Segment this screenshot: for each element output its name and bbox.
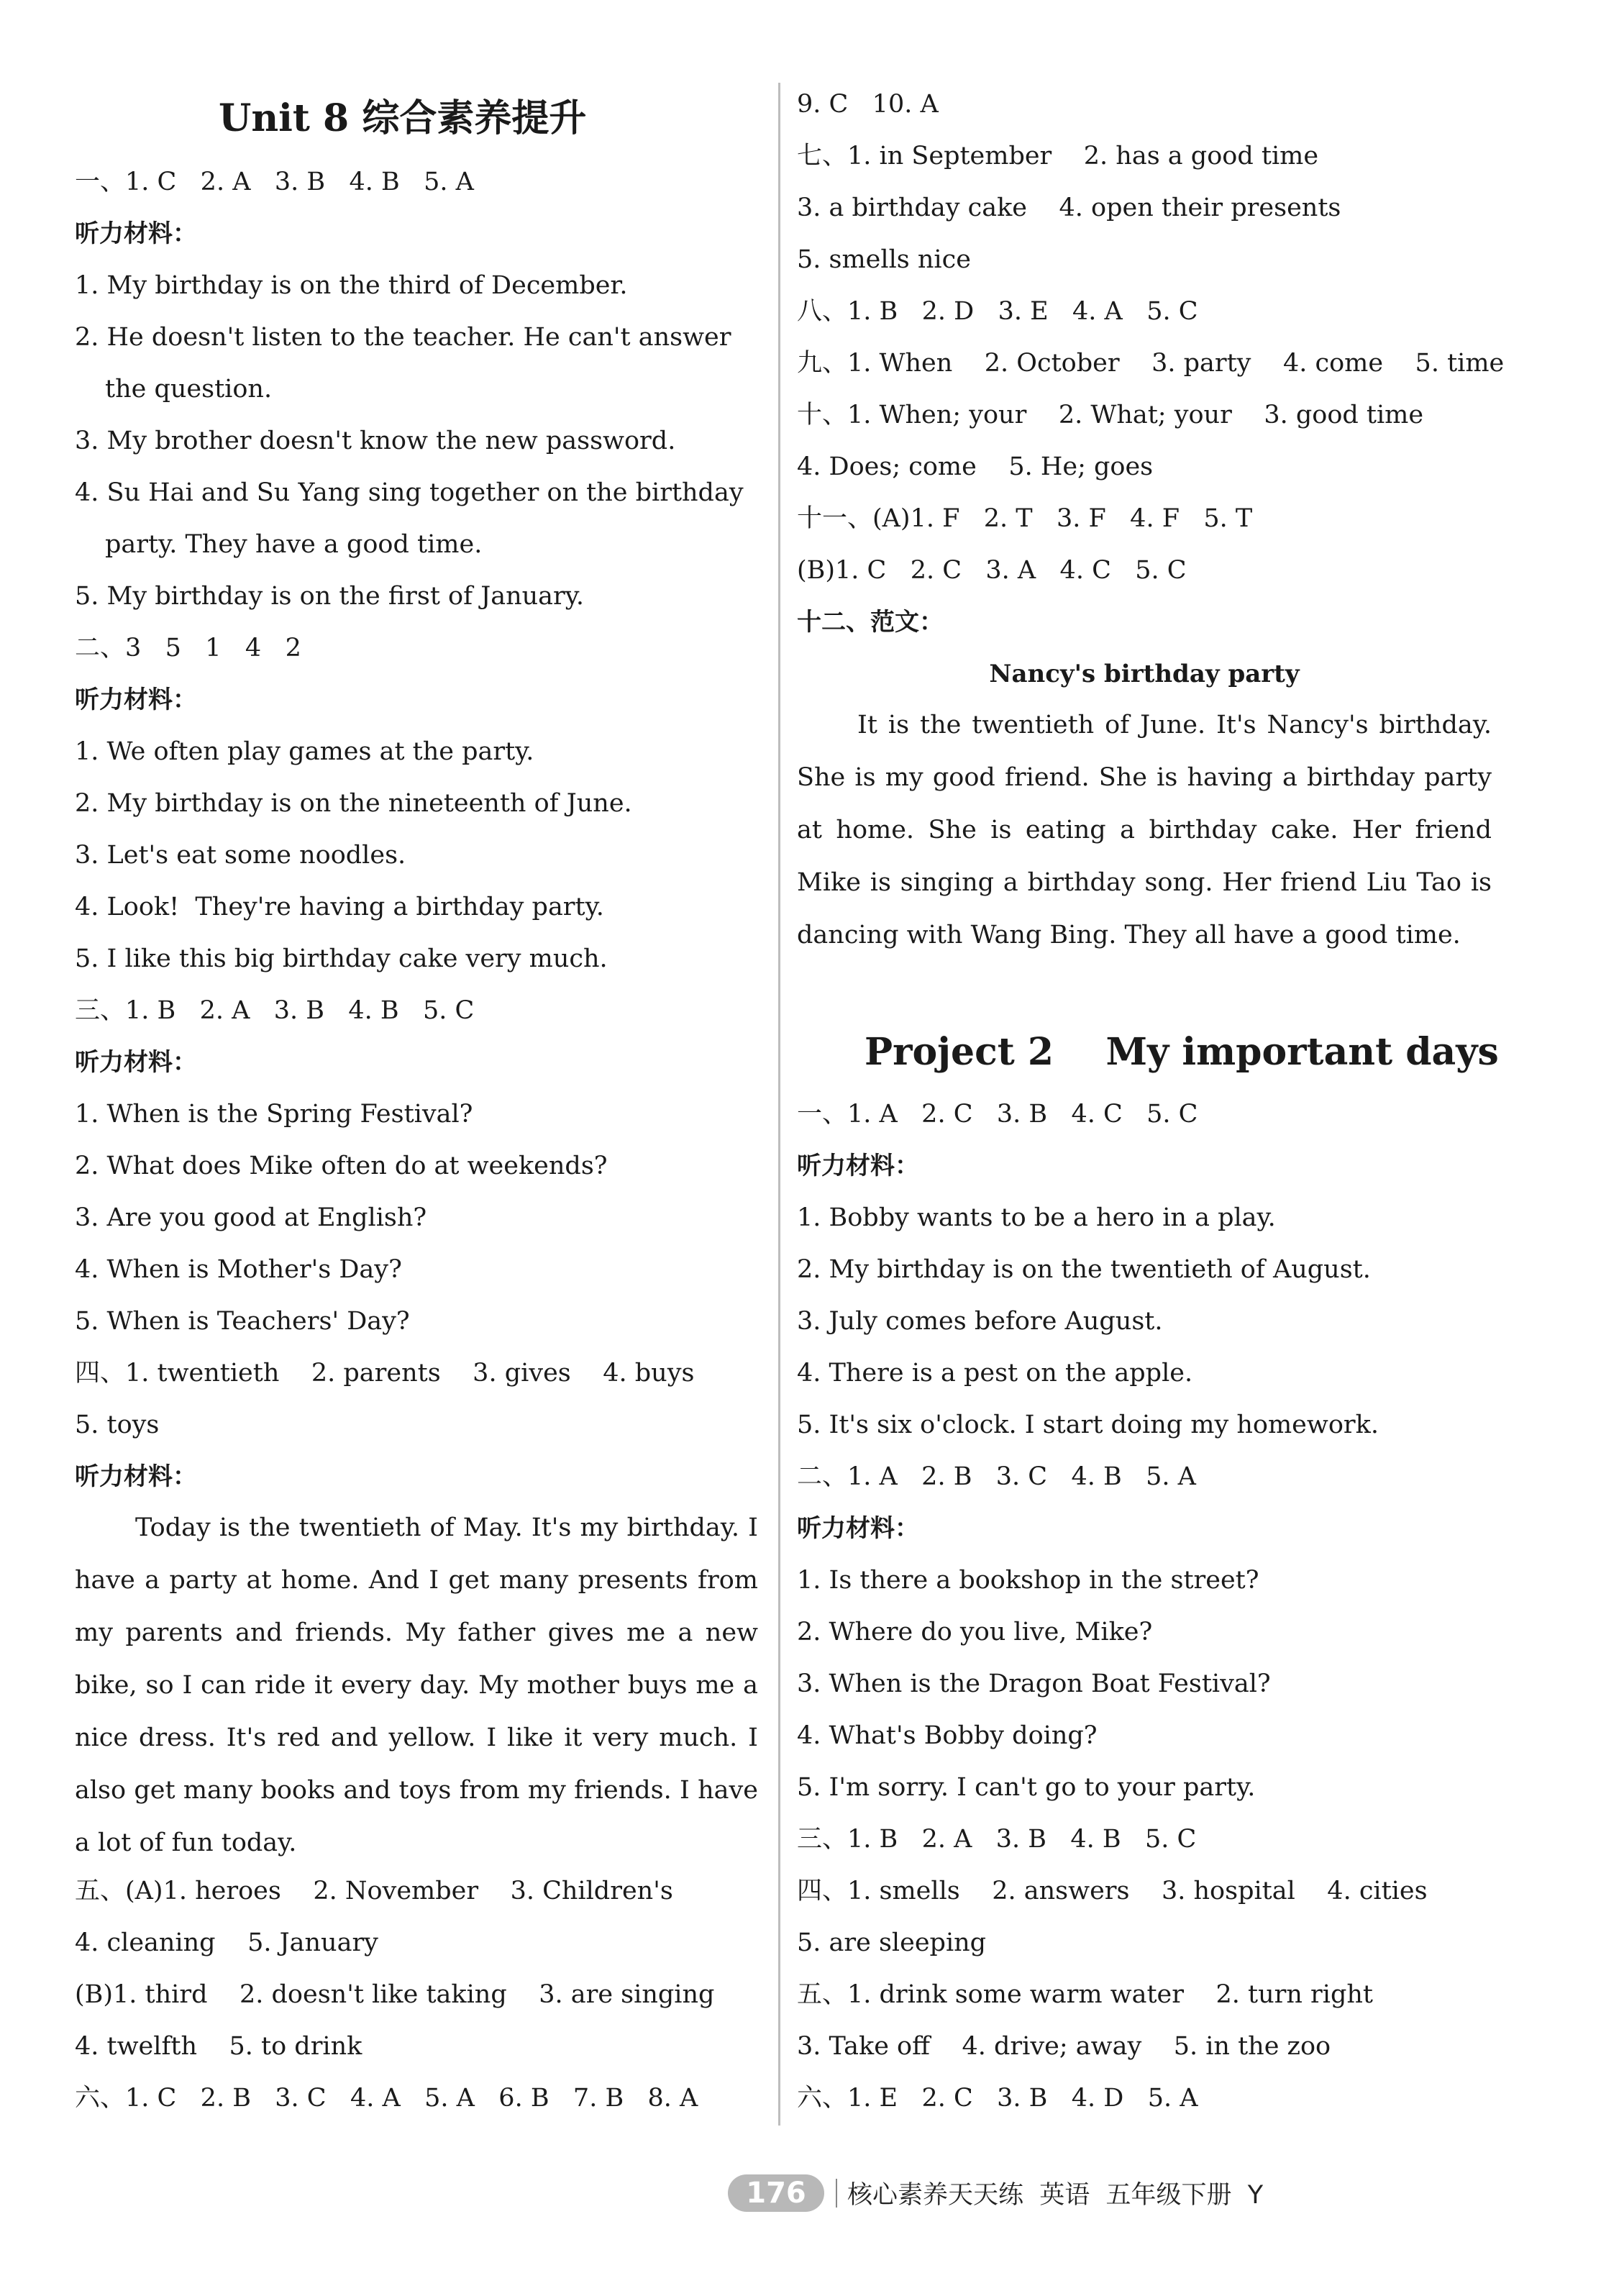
listening-label: 听力材料： [797, 1152, 919, 1180]
list-item: 1. Is there a bookshop in the street? [797, 1566, 1259, 1595]
listening-label: 听力材料： [75, 685, 197, 714]
p3-answers: 三、1. B 2. A 3. B 4. B 5. C [797, 1825, 1197, 1854]
s11-b: (B)1. C 2. C 3. A 4. C 5. C [797, 556, 1187, 585]
s4-answers: 四、1. twentieth 2. parents 3. gives 4. buys [75, 1359, 695, 1388]
list-item: 5. I'm sorry. I can't go to your party. [797, 1773, 1256, 1802]
s9-answers: 九、1. When 2. October 3. party 4. come 5. time [797, 349, 1505, 378]
list-item: 2. My birthday is on the nineteenth of June. [75, 789, 632, 818]
s5-b-line1: (B)1. third 2. doesn't like taking 3. are singing [75, 1980, 715, 2009]
s7-line3: 5. smells nice [797, 245, 971, 274]
essay-body: It is the twentieth of June. It's Nancy's birthday. She is my good friend. She is having a birthday party at home. She is eating a birthday cake. Her friend Mike is singing a birthday song. Her friend Liu Tao is dancing with Wang Bing. They all have a good time. [797, 711, 1492, 949]
listening-label: 听力材料： [75, 1048, 197, 1077]
p1-answers: 一、1. A 2. C 3. B 4. C 5. C [797, 1100, 1198, 1129]
s4-answers-cont: 5. toys [75, 1411, 160, 1439]
list-item: 4. Su Hai and Su Yang sing together on the birthday [75, 478, 744, 507]
column-divider [778, 83, 780, 2126]
list-item: 3. When is the Dragon Boat Festival? [797, 1669, 1271, 1698]
list-item: 1. When is the Spring Festival? [75, 1100, 473, 1129]
unit-title: Unit 8 综合素养提升 [219, 96, 587, 140]
s3-answers: 三、1. B 2. A 3. B 4. B 5. C [75, 996, 475, 1025]
list-item: 3. My brother doesn't know the new password. [75, 427, 676, 455]
list-item: 4. When is Mother's Day? [75, 1255, 402, 1284]
list-item: 3. Let's eat some noodles. [75, 841, 406, 870]
p4-line1: 四、1. smells 2. answers 3. hospital 4. cities [797, 1877, 1428, 1905]
list-item: 5. My birthday is on the first of January. [75, 582, 585, 611]
list-item: 4. What's Bobby doing? [797, 1721, 1098, 1750]
list-item: 1. We often play games at the party. [75, 737, 534, 766]
list-item: 1. My birthday is on the third of December. [75, 271, 628, 300]
s7-line1: 七、1. in September 2. has a good time [797, 142, 1319, 170]
s10-line1: 十、1. When; your 2. What; your 3. good time [797, 401, 1424, 429]
list-item: 2. What does Mike often do at weekends? [75, 1152, 608, 1180]
s6-answers: 六、1. C 2. B 3. C 4. A 5. A 6. B 7. B 8. A [75, 2084, 698, 2113]
s8-answers: 八、1. B 2. D 3. E 4. A 5. C [797, 297, 1198, 326]
s7-line2: 3. a birthday cake 4. open their presents [797, 193, 1341, 222]
s5-a-line2: 4. cleaning 5. January [75, 1928, 378, 1957]
s5-a-line1: 五、(A)1. heroes 2. November 3. Children's [75, 1877, 673, 1905]
p6-answers: 六、1. E 2. C 3. B 4. D 5. A [797, 2084, 1198, 2113]
s6-answers-cont: 9. C 10. A [797, 90, 939, 119]
list-item: 3. July comes before August. [797, 1307, 1163, 1336]
list-item: 2. Where do you live, Mike? [797, 1618, 1153, 1646]
s5-b-line2: 4. twelfth 5. to drink [75, 2032, 362, 2061]
list-item: 5. It's six o'clock. I start doing my homework. [797, 1411, 1379, 1439]
list-item: 4. Look! They're having a birthday party. [75, 893, 604, 921]
list-item: 5. I like this big birthday cake very much. [75, 944, 608, 973]
s10-line2: 4. Does; come 5. He; goes [797, 452, 1154, 481]
book-title: 核心素养天天练 英语 五年级下册 Y [847, 2181, 1264, 2210]
p2-answers: 二、1. A 2. B 3. C 4. B 5. A [797, 1462, 1196, 1491]
listening-label: 听力材料： [797, 1514, 919, 1543]
s2-answers: 二、3 5 1 4 2 [75, 634, 301, 662]
list-item: party. They have a good time. [105, 530, 483, 559]
listening-label: 听力材料： [75, 1462, 197, 1491]
footer-separator [836, 2179, 837, 2208]
list-item: 4. There is a pest on the apple. [797, 1359, 1193, 1388]
listening-label: 听力材料： [75, 219, 197, 248]
list-item: 2. My birthday is on the twentieth of August. [797, 1255, 1371, 1284]
list-item: the question. [105, 375, 273, 404]
s11-a: 十一、(A)1. F 2. T 3. F 4. F 5. T [797, 504, 1253, 533]
essay-title: Nancy's birthday party [989, 660, 1300, 688]
page-footer [728, 2174, 1263, 2212]
p4-line2: 5. are sleeping [797, 1928, 987, 1957]
p5-line1: 五、1. drink some warm water 2. turn right [797, 1980, 1373, 2009]
list-item: 5. When is Teachers' Day? [75, 1307, 410, 1336]
s1-answers: 一、1. C 2. A 3. B 4. B 5. A [75, 168, 474, 196]
project-title: Project 2 My important days [865, 1030, 1499, 1074]
p5-line2: 3. Take off 4. drive; away 5. in the zoo [797, 2032, 1331, 2061]
list-item: 2. He doesn't listen to the teacher. He can't answer [75, 323, 731, 352]
list-item: 3. Are you good at English? [75, 1203, 427, 1232]
listening-passage: Today is the twentieth of May. It's my birthday. I have a party at home. And I get many presents from my parents and friends. My father gives me a new bike, so I can ride it every day. My mother buys me a nice dress. It's red and yellow. I like it very much. I also get many books and toys from my friends. I have a lot of fun today. [75, 1513, 758, 1857]
page-number: 176 [728, 2174, 824, 2212]
s12-label: 十二、范文： [797, 608, 944, 637]
list-item: 1. Bobby wants to be a hero in a play. [797, 1203, 1276, 1232]
